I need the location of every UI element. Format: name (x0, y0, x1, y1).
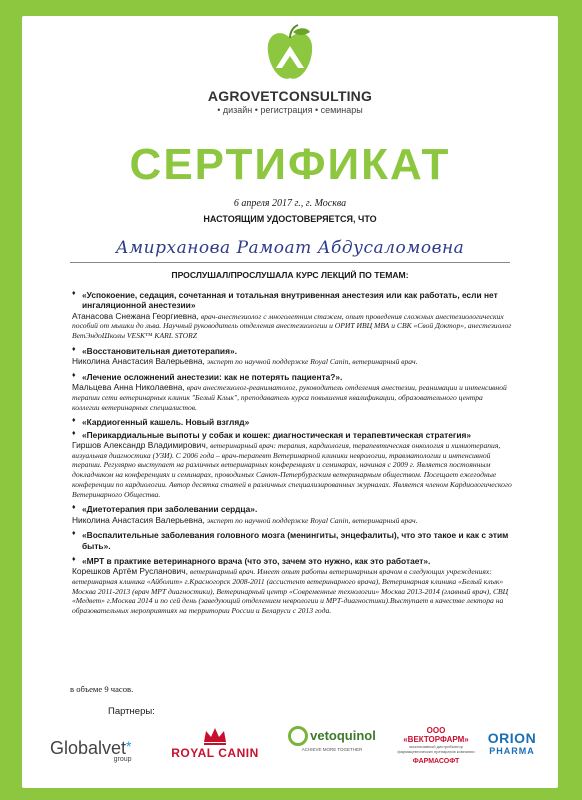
lecture-title: ♦ «Кардиогенный кашель. Новый взгляд» (72, 417, 512, 427)
list-item (72, 504, 512, 525)
brand-tagline: • дизайн • регистрация • семинары (217, 105, 363, 115)
globalvet-name: Globalvet (50, 738, 127, 758)
list-item (72, 556, 512, 616)
list-item (72, 430, 512, 500)
lecture-title: ♦ «Лечение осложнений анестезии: как не потерять пациента?». (72, 372, 512, 382)
vetoquinol-ring-icon (288, 726, 308, 746)
certify-text: НАСТОЯЩИМ УДОСТОВЕРЯЕТСЯ, ЧТО (203, 214, 377, 224)
lecture-title: ♦ «Успокоение, седация, сочетанная и тотальная внутривенная анестезия или как работать, если нет ингаляционной анестезии» (72, 290, 512, 311)
speaker-bio: эксперт по научной поддержке Royal Canin, ветеринарный врач. (206, 515, 418, 525)
lecture-list (72, 290, 512, 621)
speaker-bio: ветеринарный врач. Имеет опыт работы ветеринарным врачом в следующих учреждениях: ветеринарная клиника «Айболит» г.Красногорск 2008-2011 (ассистент ветеринарного врача), Ветеринарная клиника «Белый клык» Москва 2011-2013 (врач МРТ диагностики), Ветеринарный центр «Современные технологии» Москва 2013-2014 (главный врач), СВЦ «Медвет» г.Москва 2014 и по сей день (заведующий отделением неврологии и МРТ-диагностики).Выступает в качестве лектора на образовательных мероприятиях на территории России и Беларуси с 2013 года. (72, 567, 509, 615)
speaker-name: Атанасова Снежана Георгиевна, (72, 310, 199, 321)
apple-logo-icon (260, 24, 320, 86)
recipient-name: Амирханова Рамоат Абдусаломовна (115, 238, 465, 258)
list-item (72, 290, 512, 341)
globalvet-logo (50, 738, 132, 763)
lecture-speaker (72, 311, 512, 341)
lecture-title: ♦ «Диетотерапия при заболевании сердца». (72, 504, 512, 514)
royal-canin-name: ROYAL CANIN (171, 746, 259, 760)
lecture-speaker (72, 382, 512, 412)
list-item (72, 346, 512, 367)
farmasoft-name: ФАРМАСОФТ (412, 757, 460, 765)
lecture-title: ♦ «Перикардиальные выпоты у собак и кошек: диагностическая и терапевтическая стратегия» (72, 430, 512, 440)
lecture-speaker (72, 515, 512, 526)
speaker-bio: врач анестезиолог-реаниматолог, руководитель отделения анестезии, реанимации и интенсивной терапии сети ветеринарных клиник "Белый Клык", преподаватель курса повышения квалификации, образовательного центра коллегии ветеринарных специалистов. (72, 383, 507, 412)
speaker-bio: врач-анестезиолог с многолетним стажем, опыт проведения сложных анестезиологических пособий от мышки до льва. Научный руководитель отделения анестезиологии и ОРИТ ИВЦ МВА и СВК «Свой Доктор», анестезиолог ВетЭндоШколы VESK™ KARL STORZ (72, 311, 512, 340)
globalvet-star-icon: * (126, 738, 132, 754)
lecture-title: ♦ «Воспалительные заболевания головного мозга (менингиты, энцефалиты), что это такое и как с этим быть». (72, 530, 512, 551)
orion-name: ORION (487, 730, 537, 746)
lecture-speaker (72, 440, 512, 500)
speaker-name: Корешков Артём Русланович, (72, 566, 188, 576)
brand-name: AGROVETCONSULTING (207, 88, 373, 104)
globalvet-sub: group (113, 756, 132, 763)
header (22, 24, 558, 115)
date-place: 6 апреля 2017 г., г. Москва (233, 198, 347, 209)
orion-pharma-logo (482, 730, 542, 756)
partner-logos (50, 720, 540, 784)
recipient-underline (70, 262, 510, 263)
lecture-title: ♦ «МРТ в практике ветеринарного врача (что это, зачем это нужно, как это работает». (72, 556, 512, 566)
vectorpharm-logo (394, 726, 478, 765)
list-item (72, 530, 512, 551)
vetoquinol-name: vetoquinol (310, 728, 376, 744)
list-item (72, 372, 512, 413)
vetoquinol-tagline: ACHIEVE MORE TOGETHER (301, 747, 363, 752)
course-volume: в объеме 9 часов. (70, 684, 134, 694)
speaker-name: Мальцева Анна Николаевна, (72, 382, 185, 392)
partners-label: Партнеры: (108, 706, 155, 717)
speaker-bio: эксперт по научной поддержке Royal Canin, ветеринарный врач. (206, 357, 418, 366)
vectorpharm-desc: эксклюзивный дистрибьютор фармацевтических препаратов компании (397, 744, 475, 754)
lecture-speaker (72, 566, 512, 616)
speaker-bio: ветеринарный врач: терапия, кардиология, терапевтическая онкология и химиотерапия, визуальная диагностика (УЗИ). С 2006 года – врач-терапевт Ветеринарной клиники неврологии, травматологии и интенсивной терапии. Регулярно выступает на различных ветеринарных конференциях и семинарах, начиная с 2009 г. Является постоянным докладчиком на конференциях и семинарах, проводимых Санкт-Петербургским ветеринарным обществом. Посещает ежегодные конференции по кардиологии. Автор десятка статей в различных специализированных журналах. Является членом Кардиологического Ветеринарного Общества. (72, 440, 512, 499)
listened-heading: ПРОСЛУШАЛ/ПРОСЛУШАЛА КУРС ЛЕКЦИЙ ПО ТЕМАМ: (171, 270, 409, 280)
speaker-name: Николина Анастасия Валерьевна, (72, 514, 205, 525)
speaker-name: Николина Анастасия Валерьевна, (72, 356, 205, 366)
orion-sub: PHARMA (489, 746, 535, 756)
vectorpharm-name: ООО «ВЕКТОРФАРМ» (403, 726, 469, 744)
lecture-speaker (72, 356, 512, 367)
lecture-title: ♦ «Восстановительная диетотерапия». (72, 346, 512, 356)
crown-icon (202, 726, 228, 746)
vetoquinol-logo (278, 726, 386, 752)
list-item (72, 417, 512, 427)
certificate-title: СЕРТИФИКАТ (129, 140, 451, 189)
certificate-sheet (22, 16, 558, 788)
royal-canin-logo (170, 726, 260, 760)
speaker-name: Гиршов Александр Владимирович, (72, 439, 209, 450)
